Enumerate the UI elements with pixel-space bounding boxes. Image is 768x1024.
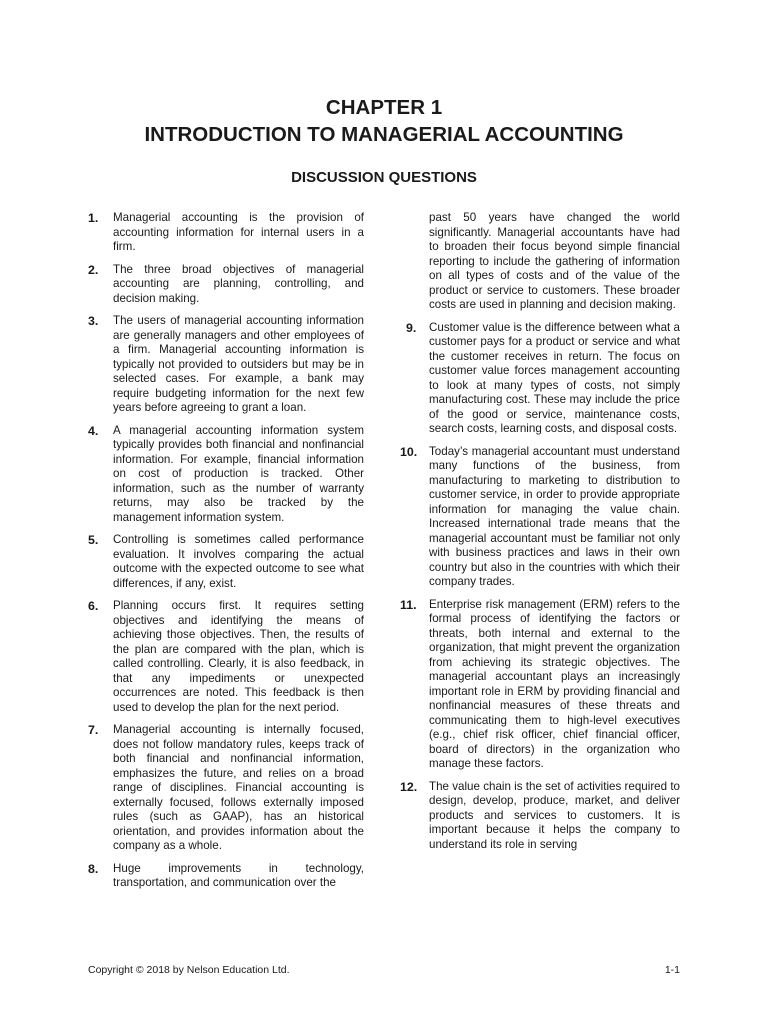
question-text: Managerial accounting is internally focused, does not follow mandatory rules, keeps track of both financial and nonfinancial information, emphasizes the future, and relies on a broad range of disciplines. Financial accounting is externally focused, follows externally imposed rules (such as GAAP), has an historical orientation, and provides information about the company as a whole. [113, 723, 364, 852]
chapter-number: CHAPTER 1 [325, 96, 443, 119]
question-number: 7. [88, 723, 99, 737]
question-text: Huge improvements in technology, transportation, and communication over the [113, 861, 364, 889]
left-column [88, 211, 364, 899]
question-text: Planning occurs first. It requires setting objectives and identifying the means of achieving those objectives. Then, the results of the plan are compared with the plan, which is called controlling. Clearly, it is also feedback, in that any impediments or unexpected occurrences are noted. This feedback is then used to develop the plan for the next period. [113, 599, 364, 714]
question-number: 5. [88, 533, 99, 547]
question-item [88, 862, 364, 891]
question-text: Managerial accounting is the provision of accounting information for internal users in a firm. [113, 211, 364, 253]
question-item [88, 424, 364, 526]
question-text: Controlling is sometimes called performance evaluation. It involves comparing the actual outcome with the expected outcome to see what differences, if any, exist. [113, 533, 364, 590]
question-item [88, 533, 364, 591]
question-number: 11. [400, 597, 417, 612]
question-item [400, 780, 680, 853]
question-text: The value chain is the set of activities required to design, develop, produce, market, and deliver products and services to customers. It is important because it helps the company to understand its role in serving [429, 779, 680, 851]
question-text: Today’s managerial accountant must understand many functions of the business, from manufacturing to marketing to distribution to customer service, in order to provide appropriate information for managing the value chain. Increased international trade means that the managerial accountant must be familiar not only with business practices and laws in their own country but also in the countries with which their company trades. [429, 444, 680, 588]
chapter-heading [0, 94, 768, 148]
question-text: Enterprise risk management (ERM) refers to the formal process of identifying the factors or threats, both internal and external to the organization, that might prevent the organization from achieving its strategic objectives. The managerial accountant plays an increasingly important role in ERM by providing financial and nonfinancial measures of these threats and communicating them to high-level executives (e.g., chief risk officer, chief financial officer, board of directors) in the organization who manage these factors. [429, 597, 680, 770]
chapter-title: INTRODUCTION TO MANAGERIAL ACCOUNTING [144, 123, 624, 146]
copyright-notice: Copyright © 2018 by Nelson Education Ltd. [88, 964, 290, 976]
right-column [400, 211, 680, 860]
question-item [400, 321, 680, 437]
question-item [400, 445, 680, 590]
section-heading: DISCUSSION QUESTIONS [291, 169, 477, 186]
question-text: A managerial accounting information system typically provides both financial and nonfinancial information. For example, financial information on cost of production is tracked. Other information, such as the number of warranty returns, may also be tracked by the management information system. [113, 423, 364, 524]
question-number: 4. [88, 423, 99, 438]
question-number: 6. [88, 599, 99, 613]
question-item [400, 598, 680, 772]
question-text: The three broad objectives of managerial accounting are planning, controlling, and decision making. [113, 262, 364, 305]
question-continuation: past 50 years have changed the world significantly. Managerial accountants have had to broaden their focus beyond simple financial reporting to include the gathering of information on all types of costs and of the value of the product or service to customers. These broader costs are used in planning and decision making. [429, 211, 680, 311]
question-number: 8. [88, 861, 99, 876]
question-number: 3. [88, 314, 99, 328]
question-number: 10. [400, 444, 418, 459]
question-text: Customer value is the difference between what a customer pays for a product or service and what the customer receives in return. The focus on customer value forces management accounting to look at many types of costs, not simply manufacturing cost. These may include the price of the good or service, maintenance costs, search costs, learning costs, and disposal costs. [429, 320, 680, 435]
question-item [88, 263, 364, 307]
question-item [88, 599, 364, 715]
question-item [88, 211, 364, 255]
question-item [88, 314, 364, 416]
question-number: 1. [88, 211, 99, 225]
question-number: 9. [406, 320, 417, 335]
page-footer [88, 964, 680, 976]
question-item [88, 723, 364, 854]
question-number: 12. [400, 779, 418, 794]
question-text: The users of managerial accounting information are generally managers and other employees of a firm. Managerial accounting information is typically not provided to outsiders but may be in selected cases. For example, a bank may require budgeting information for the next few years before agreeing to grant a loan. [113, 314, 364, 414]
page-number: 1-1 [664, 964, 680, 976]
question-number: 2. [88, 262, 99, 277]
